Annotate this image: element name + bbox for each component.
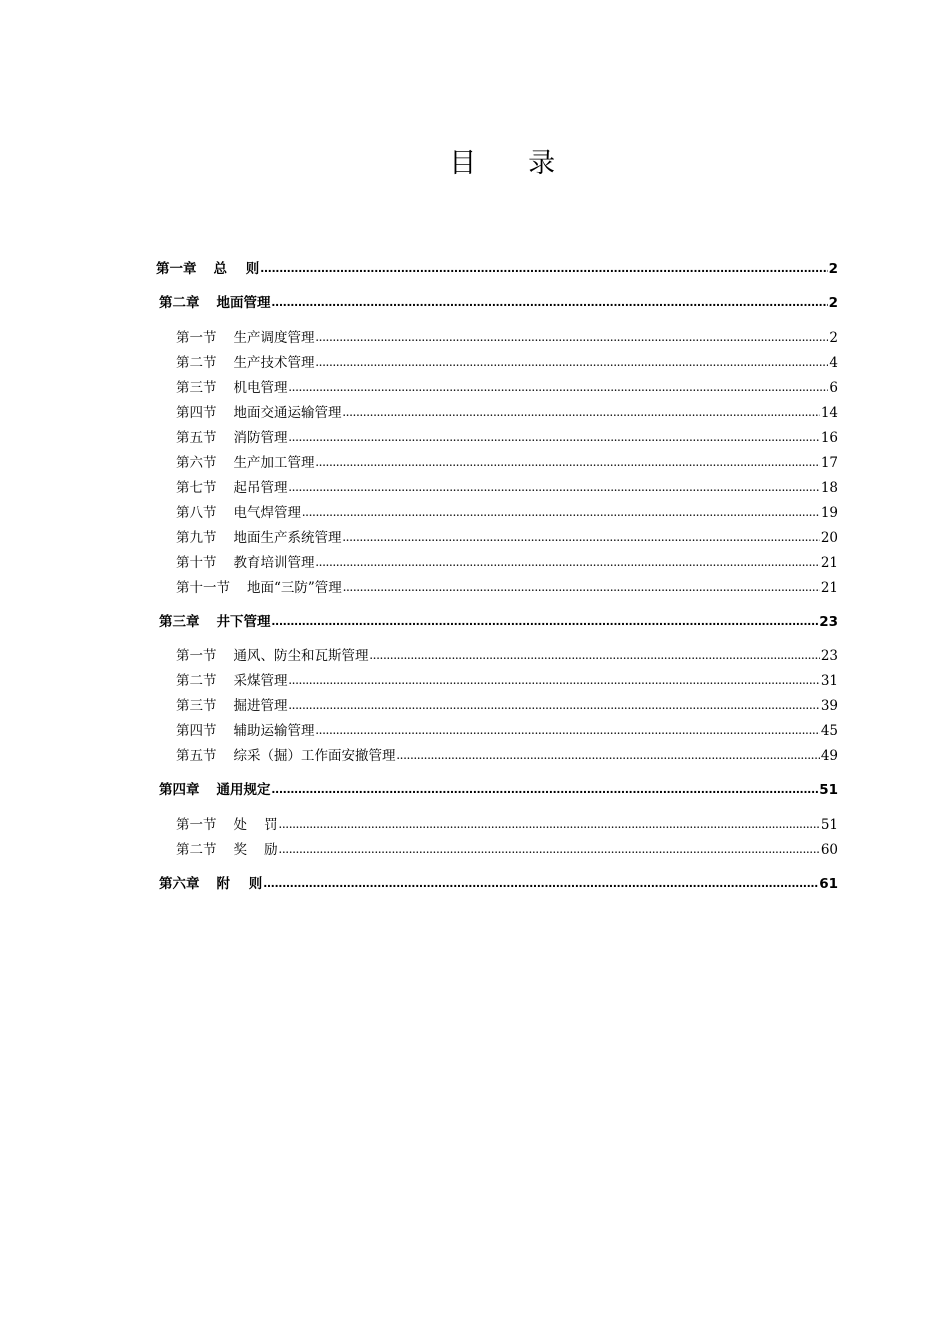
toc-section-row[interactable]	[176, 352, 838, 374]
page-title: 目 录	[449, 148, 577, 179]
toc-page-number: 16	[820, 430, 838, 446]
toc-entry-label: 地面“三防”管理	[247, 580, 342, 596]
toc-section-row[interactable]	[176, 670, 838, 692]
toc-section-row[interactable]	[176, 720, 838, 742]
toc-page-number: 17	[820, 455, 838, 471]
toc-entry-number: 第一节	[176, 648, 217, 664]
toc-page-number: 51	[820, 817, 838, 833]
toc-entry-number: 第三章	[159, 614, 200, 630]
toc-page-number: 6	[829, 380, 838, 396]
toc-entry-label: 辅助运输管理	[233, 723, 315, 739]
toc-page-number: 23	[819, 614, 838, 630]
toc-entry-number: 第一节	[176, 330, 217, 346]
toc-page-number: 60	[820, 842, 838, 858]
toc-page-number: 39	[820, 698, 838, 714]
toc-section-row[interactable]	[176, 402, 838, 424]
toc-page-number: 4	[829, 355, 838, 371]
toc-entry-label: 奖 励	[233, 842, 278, 858]
dot-leader	[260, 257, 827, 279]
toc-entry-label: 通用规定	[216, 782, 271, 798]
dot-leader	[370, 644, 820, 666]
toc-page-number: 23	[820, 648, 838, 664]
dot-leader	[289, 694, 820, 716]
dot-leader	[397, 744, 820, 766]
toc-entry-number: 第五节	[176, 748, 217, 764]
toc-entry-number: 第十一节	[176, 580, 230, 596]
toc-chapter-row[interactable]	[159, 292, 838, 314]
toc-entry-number: 第六节	[176, 455, 217, 471]
toc-section-row[interactable]	[176, 552, 838, 574]
dot-leader	[343, 401, 820, 423]
toc-section-row[interactable]	[176, 839, 838, 861]
dot-leader	[316, 719, 820, 741]
toc-section-row[interactable]	[176, 814, 838, 836]
dot-leader	[263, 872, 818, 894]
toc-entry-label: 地面生产系统管理	[233, 530, 342, 546]
toc-entry-number: 第二节	[176, 673, 217, 689]
toc-section-row[interactable]	[176, 502, 838, 524]
dot-leader	[272, 291, 828, 313]
toc-section-row[interactable]	[176, 477, 838, 499]
dot-leader	[343, 526, 820, 548]
toc-entry-number: 第三节	[176, 698, 217, 714]
toc-entry-label: 掘进管理	[233, 698, 288, 714]
toc-entry-label: 生产加工管理	[233, 455, 315, 471]
dot-leader	[272, 610, 819, 632]
toc-entry-label: 通风、防尘和瓦斯管理	[233, 648, 369, 664]
toc-page-number: 18	[820, 480, 838, 496]
toc-entry-number: 第四节	[176, 405, 217, 421]
toc-page-number: 31	[820, 673, 838, 689]
toc-chapter-row[interactable]	[156, 258, 838, 280]
toc-page-number: 61	[819, 876, 838, 892]
toc-entry-number: 第七节	[176, 480, 217, 496]
toc-chapter-row[interactable]	[159, 611, 838, 633]
dot-leader	[302, 501, 820, 523]
toc-entry-label: 总 则	[213, 261, 260, 277]
toc-entry-number: 第二节	[176, 355, 217, 371]
dot-leader	[289, 476, 820, 498]
toc-entry-label: 机电管理	[233, 380, 288, 396]
toc-page-number: 21	[820, 580, 838, 596]
toc-entry-number: 第二章	[159, 295, 200, 311]
toc-section-row[interactable]	[176, 645, 838, 667]
toc-entry-number: 第一章	[156, 261, 197, 277]
toc-entry-label: 井下管理	[216, 614, 271, 630]
toc-entry-label: 消防管理	[233, 430, 288, 446]
toc-entry-number: 第三节	[176, 380, 217, 396]
toc-entry-number: 第四章	[159, 782, 200, 798]
toc-page-number: 2	[829, 330, 838, 346]
toc-page-number: 2	[828, 261, 838, 277]
dot-leader	[289, 426, 820, 448]
dot-leader	[279, 813, 820, 835]
toc-entry-number: 第八节	[176, 505, 217, 521]
dot-leader	[272, 778, 819, 800]
dot-leader	[316, 451, 820, 473]
toc-entry-number: 第九节	[176, 530, 217, 546]
toc-entry-label: 起吊管理	[233, 480, 288, 496]
dot-leader	[289, 669, 820, 691]
toc-section-row[interactable]	[176, 327, 838, 349]
toc-entry-number: 第一节	[176, 817, 217, 833]
toc-section-row[interactable]	[176, 745, 838, 767]
toc-section-row[interactable]	[176, 452, 838, 474]
toc-page-number: 2	[828, 295, 838, 311]
toc-entry-label: 电气焊管理	[233, 505, 301, 521]
dot-leader	[316, 326, 829, 348]
toc-entry-number: 第五节	[176, 430, 217, 446]
toc-entry-label: 教育培训管理	[233, 555, 315, 571]
toc-chapter-row[interactable]	[159, 873, 838, 895]
toc-page-number: 45	[820, 723, 838, 739]
toc-entry-label: 附 则	[216, 876, 263, 892]
toc-entry-label: 地面交通运输管理	[233, 405, 342, 421]
toc-entry-number: 第二节	[176, 842, 217, 858]
toc-entry-label: 采煤管理	[233, 673, 288, 689]
dot-leader	[316, 551, 820, 573]
toc-section-row[interactable]	[176, 377, 838, 399]
toc-section-row[interactable]	[176, 527, 838, 549]
toc-page-number: 19	[820, 505, 838, 521]
toc-entry-number: 第六章	[159, 876, 200, 892]
toc-entry-label: 处 罚	[233, 817, 278, 833]
toc-page-number: 14	[820, 405, 838, 421]
toc-entry-label: 综采（掘）工作面安撤管理	[233, 748, 396, 764]
toc-section-row[interactable]	[176, 577, 838, 599]
toc-page-number: 51	[819, 782, 838, 798]
toc-entry-number: 第四节	[176, 723, 217, 739]
toc-entry-number: 第十节	[176, 555, 217, 571]
toc-page-number: 21	[820, 555, 838, 571]
toc-section-row[interactable]	[176, 695, 838, 717]
toc-entry-label: 生产调度管理	[233, 330, 315, 346]
toc-page-number: 49	[820, 748, 838, 764]
toc-entry-label: 地面管理	[216, 295, 271, 311]
toc-chapter-row[interactable]	[159, 779, 838, 801]
dot-leader	[343, 576, 820, 598]
dot-leader	[316, 351, 829, 373]
toc-page-number: 20	[820, 530, 838, 546]
dot-leader	[289, 376, 829, 398]
toc-entry-label: 生产技术管理	[233, 355, 315, 371]
toc-section-row[interactable]	[176, 427, 838, 449]
dot-leader	[279, 838, 820, 860]
